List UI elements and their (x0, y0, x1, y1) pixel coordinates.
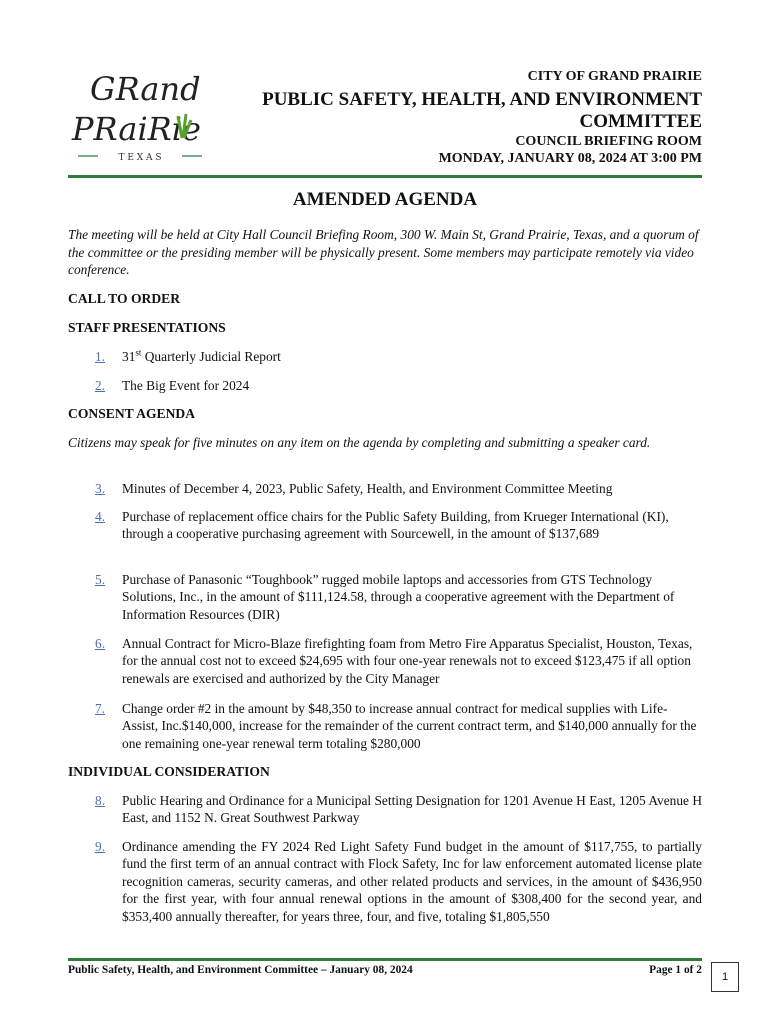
agenda-item-link[interactable]: 9. (95, 839, 106, 854)
page-number-box: 1 (711, 962, 739, 992)
footer-page-number: Page 1 of 2 (649, 964, 702, 976)
committee-name-line2: COMMITTEE (579, 111, 702, 132)
agenda-item-text: Purchase of Panasonic “Toughbook” rugged mobile laptops and accessories from GTS Technology Solutions, Inc., in the amount of $111,124.58, through a cooperative agreement with the Department of Information Resources (DIR) (122, 572, 675, 622)
section-staff-presentations: STAFF PRESENTATIONS (68, 320, 226, 335)
logo-state: T E X A S (118, 153, 162, 163)
meeting-intro: The meeting will be held at City Hall Council Briefing Room, 300 W. Main St, Grand Prairie, Texas, and a quorum of the committee or the presiding member will be physically present. Some members may participate remotely via video conference. (68, 227, 699, 277)
agenda-item-link[interactable]: 1. (95, 349, 106, 364)
logo-line1: GRand (90, 70, 201, 108)
agenda-item-text: 31st Quarterly Judicial Report (122, 347, 281, 364)
agenda-item-link[interactable]: 3. (95, 481, 106, 496)
grand-prairie-logo (70, 64, 210, 168)
agenda-item-text: Change order #2 in the amount by $48,350 to increase annual contract for medical supplies with Life-Assist, Inc.$140,000, increase for the remainder of the current contract term, and $140,000 annually for the one remaining one-year renewal term totaling $280,000 (122, 701, 697, 751)
meeting-date: MONDAY, JANUARY 08, 2024 AT 3:00 PM (438, 151, 702, 166)
page-title: AMENDED AGENDA (292, 189, 478, 210)
agenda-item-text: The Big Event for 2024 (122, 378, 250, 393)
city-name: CITY OF GRAND PRAIRIE (527, 69, 702, 84)
consent-note: Citizens may speak for five minutes on any item on the agenda by completing and submitting a speaker card. (68, 435, 651, 450)
agenda-item-link[interactable]: 5. (95, 572, 106, 587)
agenda-item-text: Public Hearing and Ordinance for a Municipal Setting Designation for 1201 Avenue H East, 1205 Avenue H East, and 1152 N. Great Southwest Parkway (122, 793, 702, 826)
agenda-item-text: Ordinance amending the FY 2024 Red Light Safety Fund budget in the amount of $117,755, to partially fund the first term of an annual contract with Flock Safety, Inc for law enforcement automated license plate recognition cameras, security cameras, and other related products and services, in the amount of $436,950 for the first year, with four annual renewal options in the amount of $308,400 for the second year, and $353,400 annually thereafter, for years three, four, and five, totaling $1,805,550 (122, 839, 702, 924)
section-individual-consideration: INDIVIDUAL CONSIDERATION (68, 764, 270, 779)
agenda-item-link[interactable]: 4. (95, 509, 106, 524)
footer-divider (68, 958, 702, 961)
agenda-item-text: Purchase of replacement office chairs for the Public Safety Building, from Krueger International (KI), through a cooperative purchasing agreement with Sourcewell, in the amount of $137,689 (122, 509, 669, 542)
agenda-item-link[interactable]: 2. (95, 378, 106, 393)
agenda-item-link[interactable]: 7. (95, 701, 106, 716)
agenda-item-text: Annual Contract for Micro-Blaze firefighting foam from Metro Fire Apparatus Specialist, Houston, Texas, for the annual cost not to exceed $24,695 with four one-year renewals not to exceed $123,475 if all option renewals are exercised and authorized by the City Manager (122, 636, 693, 686)
agenda-item-link[interactable]: 8. (95, 793, 106, 808)
footer-committee-date: Public Safety, Health, and Environment Committee – January 08, 2024 (68, 964, 413, 976)
agenda-item-link[interactable]: 6. (95, 636, 106, 651)
meeting-room: COUNCIL BRIEFING ROOM (515, 134, 702, 149)
logo-line2: PRaiRie (72, 110, 201, 148)
committee-name-line1: PUBLIC SAFETY, HEALTH, AND ENVIRONMENT (262, 89, 702, 110)
header-divider (68, 175, 702, 178)
section-call-to-order: CALL TO ORDER (68, 291, 181, 306)
agenda-item-text: Minutes of December 4, 2023, Public Safety, Health, and Environment Committee Meeting (122, 481, 613, 496)
section-consent-agenda: CONSENT AGENDA (68, 406, 196, 421)
